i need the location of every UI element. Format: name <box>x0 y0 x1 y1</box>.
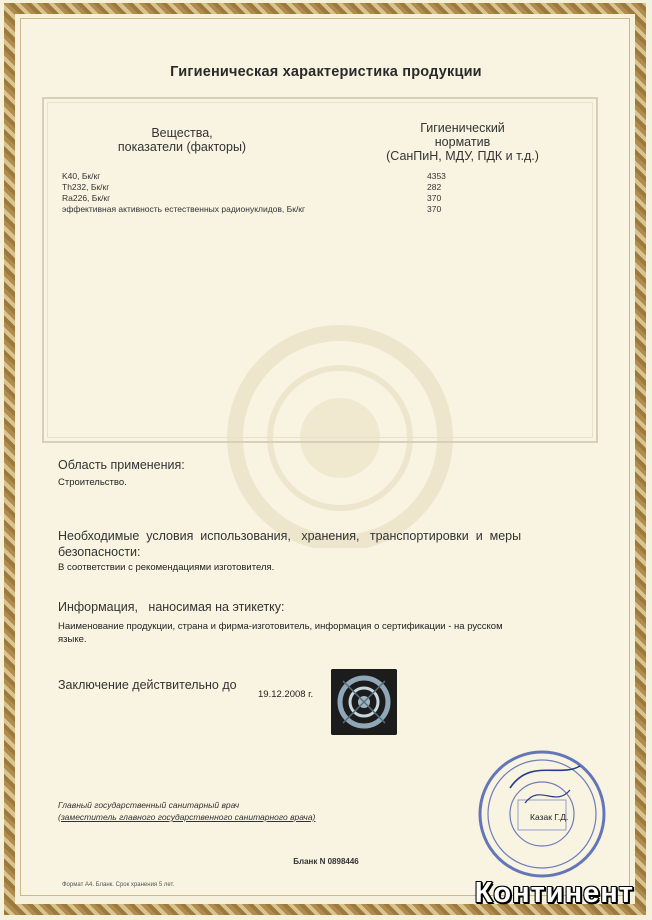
table-row <box>62 182 442 193</box>
row-value: 370 <box>427 204 442 214</box>
conditions-label-line2: безопасности: <box>58 545 141 559</box>
label-info-text-line1: Наименование продукции, страна и фирма-изготовитель, информация о сертификации - на русском <box>58 621 503 632</box>
header-line: норматив <box>434 135 491 149</box>
hologram-graphic-icon <box>331 669 397 735</box>
column-header-norm <box>340 121 585 163</box>
label-info-text-line2: языке. <box>58 634 87 645</box>
header-line: (СанПиН, МДУ, ПДК и т.д.) <box>386 149 539 163</box>
conclusion-label: Заключение действительно до <box>58 678 237 692</box>
watermark-text: Континент <box>474 877 634 909</box>
column-header-substances <box>62 126 302 154</box>
stamp-name: Казак Г.Д. <box>530 812 569 822</box>
hologram-seal-icon <box>331 669 397 735</box>
header-line: Гигиенический <box>420 121 505 135</box>
page-title: Гигиеническая характеристика продукции <box>170 64 482 80</box>
table-row <box>62 171 446 182</box>
row-value: 282 <box>427 182 442 192</box>
signer-title: Главный государственный санитарный врач <box>58 800 240 810</box>
table-row <box>62 204 442 215</box>
row-substance: эффективная активность естественных радионуклидов, Бк/кг <box>62 204 306 214</box>
footer-note: Формат А4. Бланк. Срок хранения 5 лет. <box>62 882 175 888</box>
blank-number: Бланк N 0898446 <box>293 857 359 866</box>
table-row <box>62 193 442 204</box>
scope-label: Область применения: <box>58 458 185 472</box>
row-substance: Ra226, Бк/кг <box>62 193 111 203</box>
scope-text: Строительство. <box>58 477 127 488</box>
conditions-text: В соответствии с рекомендациями изготовителя. <box>58 562 275 573</box>
row-value: 4353 <box>427 171 446 181</box>
row-substance: K40, Бк/кг <box>62 171 101 181</box>
label-info-label: Информация, наносимая на этикетку: <box>58 600 285 614</box>
row-value: 370 <box>427 193 442 203</box>
signer-deputy: (заместитель главного государственного санитарного врача) <box>58 812 316 822</box>
row-substance: Th232, Бк/кг <box>62 182 110 192</box>
header-line: Вещества, <box>151 126 213 140</box>
header-line: показатели (факторы) <box>117 140 247 154</box>
conditions-label-line1: Необходимые условия использования, хранения, транспортировки и меры <box>58 529 522 543</box>
conclusion-date: 19.12.2008 г. <box>258 689 314 700</box>
